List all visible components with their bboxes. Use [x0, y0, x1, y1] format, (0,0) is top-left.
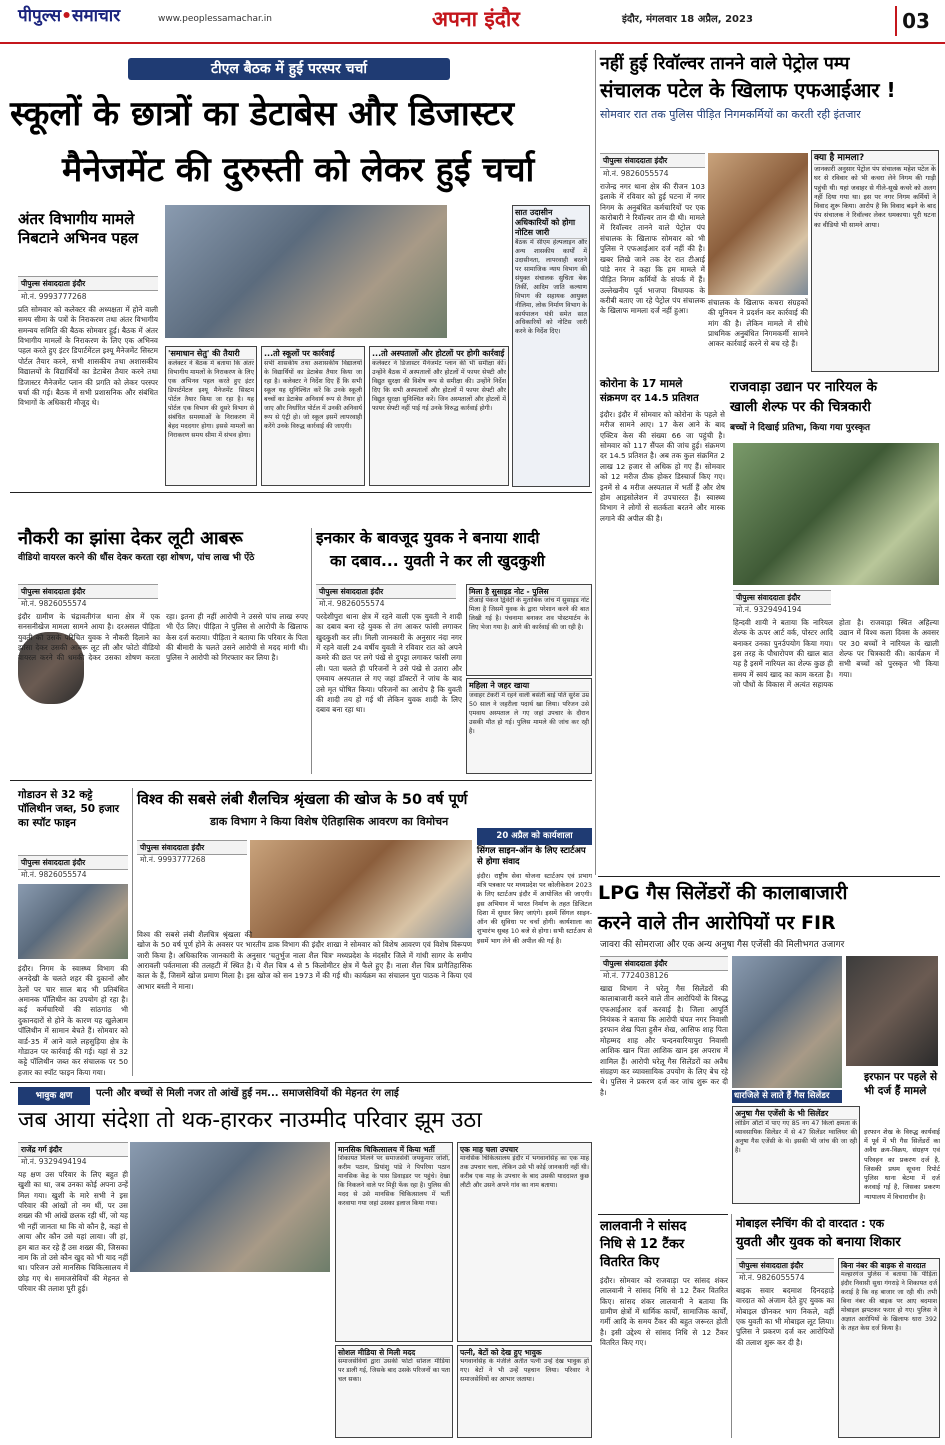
lalwani-headline-line2: निधि से 12 टैंकर: [600, 1237, 685, 1252]
revolver-caption: संचालक के खिलाफ कचरा संग्रहकों की यूनियन ने प्रदर्शन कर कार्रवाई की मांग की है। लेकिन मामले में सीधे प्राथमिक अनुबंधित निगमकर्मी सामने आकर कार्रवाई करने से बच रहे हैं।: [708, 298, 808, 349]
divider: [10, 1082, 592, 1083]
bhavuk-box3-body: समाजसेवियों द्वारा उसकी फोटो सोशल मीडिया पर डाली गई, जिसके बाद उसके परिजनों का पता चल सका।: [338, 1358, 450, 1384]
bhavuk-box1-body: शिकायत मिलने पर समाजसेवी जयकुमार जोशी, करीम पठान, प्रियांशु पांडे ने पिपरिया पठान मानसिक केंद्र के पास डिवाइडर पर पहुंचे। देखा कि निकलने वाले पर मिट्टी फेंक रहा है। पुलिस की मदद से उसे मानसिक चिकित्सालय में भर्ती करवाया गया जहां उसका इलाज किया गया।: [338, 1155, 450, 1208]
lpg-box: [732, 1106, 860, 1204]
shadi-box-poison: [466, 678, 592, 774]
dateline: इंदौर, मंगलवार 18 अप्रैल, 2023: [622, 14, 753, 25]
lead-side-box-body: बैठक में सीएम हेल्पलाइन और अन्य शासकीय कार्यों में उदासीनता, लापरवाही बरतने पर सामाजिक न्याय विभाग की संयुक्त संचालक सुचिता बेक तिर्की, आदिम जाति कल्याण विभाग की सहायक आयुक्त नीलिमा, लोक निर्माण विभाग के कार्यपालन यंत्री समेत सात अधिकारियों को नोटिस जारी करने के निर्देश दिए।: [515, 239, 587, 336]
lead-box-schools: [261, 346, 365, 486]
theft-box: [838, 1258, 940, 1438]
naukri-mobile: मो.नं. 9826055574: [21, 599, 87, 608]
revolver-photo: [708, 153, 808, 295]
lpg-photo-caption: धारजिले से लाते हैं गैस सिलेंडर: [732, 1090, 842, 1103]
shadi-box-suicide-note: [466, 584, 592, 676]
godown-photo: [18, 884, 128, 959]
godown-mobile: मो.नं. 9826055574: [21, 870, 87, 879]
revolver-deck: सोमवार रात तक पुलिस पीड़ित निगमकर्मियों का करती रही इंतजार: [600, 108, 861, 121]
bhavuk-deck: पत्नी और बच्चों से मिली नजर तो आंखें हुईं नम... समाजसेवियों की मेहनत रंग लाई: [96, 1088, 399, 1099]
theft-byline: पीपुल्स संवाददाता इंदौर: [736, 1258, 834, 1273]
revolver-box-body: जानकारी अनुसार पेट्रोल पंप संचालक महेश पटेल के घर से रविवार को भी कचरा लेने निगम की गाड़ी पहुंची थी। यहां जवाहर से गीले-सूखे कचरे को अलग नहीं दिया गया था। इस पर नगर निगम कर्मियों ने विवाद शुरू किया। आरोप है कि विवाद बढ़ने के बाद पंप संचालक ने रिवॉल्वर लेकर धमकाया। पूरी घटना का वीडियो भी सामने आया।: [814, 165, 936, 229]
godown-headline: गोडाउन से 32 कट्टे पॉलिथीन जब्त, 50 हजार का स्पॉट फाइन: [18, 789, 120, 829]
lead-headline-line1: स्कूलों के छात्रों का डेटाबेस और डिजास्टर: [10, 94, 514, 134]
corona-headline-line2: संक्रमण दर 14.5 प्रतिशत: [600, 393, 699, 404]
lead-side-box-notice: [512, 205, 590, 487]
lead-side-headline: अंतर विभागीय मामले निबटाने अभिनव पहल: [18, 210, 139, 247]
rajwada-body: हिन्दवी शायी ने बताया कि नारियल शेल्फ के ऊपर आर्ट वर्क, पोस्टर आदि बनाकर उनका पुनर्उपयोग किया गया। इस तरह के पौधारोपण की खाल बात यह है इसमें नारियल का शेल्फ कुछ ही समय में स्वयं खाद का काम करता है। जो पौधों के विकास में अत्यंत सहायक होता है। राजवाड़ा स्थित अहिल्या उद्यान में विश्व कला दिवस के अवसर पर 30 बच्चों ने नारियल के खाली शेल्फ पर चित्रकारी की। कार्यक्रम में सभी बच्चों को पुरस्कृत भी किया गया।: [733, 618, 939, 690]
lead-box1-body: कलेक्टर ने बैठक में बताया कि अंतर विभागीय मामलों के निराकरण के लिए एक अभिनव पहल करते हुए इंटर डिपार्टमेंटल इश्यू मैनेजमेंट सिस्टम पोर्टल तैयार किया जा रहा है। यह पोर्टल एक विभाग की दूसरे विभाग से संबंधित समस्याओं के निराकरण में बेहद मददगार होगा। इससे मामलों का निराकरण समय सीमा में संभव होगा।: [168, 360, 254, 439]
godown-byline: पीपुल्स संवाददाता इंदौर: [18, 855, 128, 870]
shadi-headline-line2: का दबाव... युवती ने कर ली खुदकुशी: [330, 552, 545, 570]
revolver-headline-line2: संचालक पटेल के खिलाफ एफआईआर !: [600, 78, 896, 102]
theft-headline-line2: युवती और युवक को बनाया शिकार: [736, 1235, 901, 1250]
lpg-headline-line1: LPG गैस सिलेंडरों की कालाबाजारी: [598, 882, 848, 904]
section-title: अपना इंदौर: [432, 7, 520, 31]
rajwada-photo: [733, 443, 939, 585]
paper-logo: पीपुल्स•समाचार: [18, 6, 121, 26]
lalwani-body: इंदौर। सोमवार को राजवाड़ा पर सांसद शंकर लालवानी ने सांसद निधि से 12 टैंकर वितरित किए। सांसद शंकर लालवानी ने बताया कि ग्रामीण क्षेत्रों में धार्मिक कार्यों, सामाजिक कार्यों, गर्मी आदि के समय टैंकर की बहुत जरूरत होती है। इसी उद्देश्य से सांसद निधि से 12 टैंकर वितरित किए गए।: [600, 1276, 728, 1348]
bhavuk-box4-body: भगवानसिंह के मंजीले अतीत पत्नी उन्हें देख भावुक हो गए। बेटों ने भी उन्हें पहचान लिया। परिवार ने समाजसेवियों का आभार जताया।: [460, 1358, 589, 1384]
lpg-side-body: इरफान शेख के विरुद्ध कार्यवाई में पूर्व में भी गैस सिलेंडरों का अवैध क्रय-विक्रय, संग्रहण एवं परिवहन का प्रकरण दर्ज है, जिसकी प्रथम सूचना रिपोर्ट पुलिस थाना बेटमा में दर्ज करवाई गई है, जिसका प्रकरण न्यायालय में विचाराधीन है।: [864, 1128, 940, 1201]
float-spacer: [252, 870, 472, 938]
divider: [598, 876, 940, 877]
lpg-side-title: इरफान पर पहले से भी दर्ज हैं मामले: [864, 1071, 938, 1097]
lead-box2-body: सभी शासकीय तथा अशासकीय विद्यालयों के विद्यार्थियों का डेटाबेस तैयार किया जा रहा है। कलेक्टर ने निर्देश दिए हैं कि सभी स्कूल यह सुनिश्चित करें कि उनके स्कूली बच्चों का डेटाबेस अनिवार्य रूप से तैयार हो जाए और निर्धारित पोर्टल में उनकी अनिवार्य रूप से एंट्री हो। जो स्कूल इसमें लापरवाही करेंगे उनके विरुद्ध कार्रवाई की जाएगी।: [264, 360, 362, 430]
lalwani-headline-line1: लालवानी ने सांसद: [600, 1219, 687, 1234]
shailchitra-byline: पीपुल्स संवाददाता इंदौर: [137, 840, 247, 855]
column-divider: [132, 788, 133, 1076]
page-number: 03: [895, 6, 935, 36]
lead-headline-line2: मैनेजमेंट की दुरुस्ती को लेकर हुई चर्चा: [62, 150, 535, 190]
shadi-box-title: मिला है सुसाइड नोट - पुलिस: [469, 587, 589, 597]
bhavuk-headline: जब आया संदेशा तो थक-हारकर नाउम्मीद परिवार झूम उठा: [18, 1108, 482, 1133]
bhavuk-tag: भावुक क्षण: [18, 1087, 90, 1105]
divider: [10, 780, 592, 781]
lpg-byline: पीपुल्स संवाददाता इंदौर: [600, 956, 728, 971]
masthead: [0, 0, 945, 44]
corona-headline-line1: कोरोना के 17 मामले: [600, 378, 683, 390]
shadi-mobile: मो.नं. 9826055574: [319, 599, 385, 608]
shailchitra-mobile: मो.नं. 9993777268: [140, 855, 206, 864]
revolver-byline: पीपुल्स संवाददाता इंदौर: [600, 153, 705, 168]
bhavuk-mobile: मो.नं. 9329494194: [21, 1157, 87, 1166]
lead-box2-title: ...तो स्कूलों पर कार्रवाई: [264, 349, 362, 360]
bhavuk-body: [18, 1170, 330, 1438]
naukri-deck: वीडियो वायरल करने की धौंस देकर करता रहा शोषण, पांच लाख भी ऐंठे: [18, 553, 255, 563]
rajwada-headline-line2: खाली शेल्फ पर की चित्रकारी: [730, 399, 871, 415]
bhavuk-box-treatment: [457, 1142, 592, 1342]
lpg-deck: जावरा की सोमराजा और एक अन्य अनुषा गैस एजेंसी की मिलीभगत उजागर: [600, 940, 845, 950]
lpg-mobile: मो.नं. 7724038126: [603, 971, 669, 980]
column-divider: [311, 528, 312, 774]
theft-headline-line1: मोबाइल स्नैचिंग की दो वारदात : एक: [736, 1217, 885, 1230]
lpg-box-title: अनुषा गैस एजेंसी के भी सिलेंडर: [735, 1109, 857, 1120]
shailchitra-body: [137, 870, 472, 1076]
float-spacer: [128, 1170, 330, 1274]
theft-box-body: मल्हारगंज पुलिस ने बताया कि पीड़िता इंदौर निवासी सुधा गंगराड़े ने शिकायत दर्ज कराई है कि वह बाजार जा रही थी। तभी बिना नंबर की बाइक पर आए बदमाश मोबाइल झपटकर फरार हो गए। पुलिस ने अज्ञात आरोपियों के खिलाफ धारा 392 के तहत केस दर्ज किया है।: [841, 1271, 937, 1332]
lead-meeting-photo: [165, 205, 447, 338]
divider: [10, 492, 592, 493]
shadi-box2-body: जवाहर टेकरी में रहने वाली बसंती बाई पति सुरेश उम्र 50 साल ने जहरीला पदार्थ खा लिया। परिजन उसे एमवाय अस्पताल ले गए जहां उपचार के दौरान उसकी मौत हो गई। पुलिस मामले की जांच कर रही है।: [469, 692, 589, 735]
column-divider: [731, 1214, 732, 1438]
karyashala-headline: सिंगल साइन-ऑन के लिए स्टार्टअप से होगा संवाद: [477, 846, 586, 867]
bhavuk-box2-title: एक माह चला उपचार: [460, 1145, 589, 1155]
lead-byline: पीपुल्स संवाददाता इंदौर: [18, 276, 158, 291]
bhavuk-box-hospital: [335, 1142, 453, 1342]
shailchitra-body-text: विश्व की सबसे लंबी शैलचित्र श्रृंखला की खोज के 50 वर्ष पूर्ण होने के अवसर पर भारतीय डाक विभाग की इंदौर शाखा ने सोमवार को विशेष आवरण एवं विशेष विरूपण जारी किया है। अधिकारिक जानकारी के अनुसार 'चतुर्भुज नाला शैल चित्र' मध्यप्रदेश के मंदसौर जिले में गांधी सागर के समीप आरावली पर्वतमाला की तलहटी में स्थित है। ये शैल चित्र 4 से 5 किलोमीटर क्षेत्र में फैले हुए हैं। नाला शैल चित्र प्रागैतिहासिक काल के हैं, जिसमें खोज प्रमाण मिला है। इस खोज को सन 1973 में की गई थी। कार्यक्रम का संचालन पुरा पाठक ने किया एवं आभार बस्ती ने माना।: [137, 930, 472, 991]
revolver-box-title: क्या है मामला?: [814, 153, 936, 165]
karyashala-body: इंदौर। राष्ट्रीय सेवा योजना स्टार्टअप एवं प्रभाग मंत्रि पत्रकार पर मध्यप्रदेश पर कोलीकेशन 2023 के लिए स्टार्टअप इंदौर में आयोजित की जाएगी। इस अभियान में भारत निर्माण के तहत डिजिटल दिशा में सुधार किए जाएंगे। इसमें सिंगल साइन-ऑन की सुविधा पर चर्चा होगी। कार्यशाला का शुभारंभ सुबह 10 बजे से होगा। सभी स्टार्टअप से इसमें भाग लेने की अपील की गई है।: [477, 872, 592, 945]
lpg-box-body: लोडिंग ऑटो में पाए गए 85 नग 47 किलो क्षमता के व्यावसायिक सिलेंडर में से 47 सिलेंडर ग्वालियर की अनुषा गैस एजेंसी के थे। इसकी भी जांच की जा रही है।: [735, 1120, 857, 1154]
column-divider: [595, 50, 596, 875]
bhavuk-box-family: [457, 1345, 592, 1438]
shadi-body: परदेशीपुरा थाना क्षेत्र में रहने वाली एक युवती ने शादी का दबाव बना रहे युवक से तंग आकर फांसी लगाकर खुदकुशी कर ली। मिली जानकारी के अनुसार नंदा नगर में रहने वाली 24 वर्षीय युवती ने रविवार रात को अपने कमरे की छत पर लगे पंखे से दुपट्टा लगाकर फांसी लगा ली। पता चलते ही परिजनों ने उसे पंखे से उतारा और एमवाय अस्पताल ले गए जहां डॉक्टरों ने जांच के बाद उसे मृत घोषित किया। परिजनों का आरोप है कि युवती की शादी तय हो गई थी लेकिन युवक शादी के लिए दबाव बना रहा था।: [316, 612, 462, 715]
lpg-photo-accused: [846, 956, 938, 1066]
naukri-body: इंदौर ग्रामीण के चंद्रावतीगंज थाना क्षेत्र में एक सनसनीखेज मामला सामने आया है। दरअसल पीड़िता युवती को उसके परिचित युवक ने नौकरी दिलाने का झांसा देकर उसकी आबरू लूट ली और फोटो वीडियो वायरल करने की धमकी देकर उसका शोषण करता रहा। इतना ही नहीं आरोपी ने उससे पांच लाख रुपए भी ऐंठ लिए। पीड़िता ने पुलिस से आरोपी के खिलाफ केस दर्ज कराया। पीड़िता ने बताया कि परिवार के पिता की बीमारी के चलते उसने आरोपी से मदद मांगी थी। पुलिस ने आरोपी को गिरफ्तार कर लिया है।: [18, 612, 308, 663]
revolver-box: [811, 150, 939, 372]
shadi-box-body: टीआई पंकज द्विवेदी के मुताबिक जांच में सुसाइड नोट मिला है जिसमें युवक के द्वारा परेशान करने की बात लिखी गई है। पंचनामा बनाकर शव पोस्टमार्टम के लिए भेजा गया है। आगे की कार्रवाई की जा रही है।: [469, 597, 589, 632]
godown-body: इंदौर। निगम के स्वास्थ्य विभाग की अनदेखी के चलते शहर की दुकानों और ठेलों पर चार साल बाद भी प्रतिबंधित अमानक पॉलिथीन का उपयोग हो रहा है। कई कर्मचारियों की सांठगांठ भी दुकानदारों से होने के कारण यह खुलेआम पॉलिथीन में सामान बेचते हैं। सोमवार को वार्ड-35 में आने वाले लहसुड़िया क्षेत्र के गोडाउन पर कार्रवाई की गई। यहां से 32 कट्टे पॉलिथीन जब्त कर संचालक पर 50 हजार का स्पॉट फाइन किया गया।: [18, 964, 128, 1076]
lead-body: प्रति सोमवार को कलेक्टर की अध्यक्षता में होने वाली समय सीमा के पत्रों के निराकरण तथा अंतर विभागीय समन्वय समिति की बैठक सोमवार हुई। बैठक में अंतर विभागीय मामलों के निराकरण के लिए एक अभिनव पहल करते हुए इंटर डिपार्टमेंटल इश्यू मैनेजमेंट सिस्टम पोर्टल तैयार करने, सभी शासकीय तथा अशासकीय विद्यालयों के विद्यार्थियों का डेटाबेस तैयार करने तथा डिजास्टर मैनेजमेंट प्लान की प्रगति को लेकर परस्पर चर्चा की गई। बैठक में सभी प्रशासनिक और संबंधित विभागों के अधिकारी मौजूद थे।: [18, 305, 158, 408]
lpg-headline-line2: करने वाले तीन आरोपियों पर FIR: [598, 912, 836, 934]
lead-box3-body: कलेक्टर ने डिजास्टर मैनेजमेंट प्लान की भी समीक्षा की। उन्होंने बैठक में अस्पतालों और होटलों में फायर सेफ्टी और विद्युत सुरक्षा की विशेष रूप से समीक्षा की। उन्होंने निर्देश दिए कि सभी अस्पतालों और होटलों में फायर सेफ्टी और विद्युत सुरक्षा सुनिश्चित करें। जिन अस्पतालों और होटलों में फायर सेफ्टी नहीं पाई गई उनके विरुद्ध कार्रवाई होगी।: [372, 360, 506, 412]
lead-box3-title: ...तो अस्पतालों और होटलों पर होगी कार्रवाई: [372, 349, 505, 358]
lpg-photo-truck: [732, 956, 842, 1088]
lead-box1-title: 'समाधान सेतु' की तैयारी: [168, 349, 254, 360]
lead-box-hospitals: [369, 346, 509, 486]
bhavuk-box-social: [335, 1345, 453, 1438]
revolver-body: राजेन्द्र नगर थाना क्षेत्र की रीजन 103 इलाके में रविवार को हुई घटना में नगर निगम के अनुबंधित कर्मचारियों पर एक कारोबारी ने रिवॉल्वर तान दी थी। मामले में रिवॉल्वर तानने वाले पेट्रोल पंप संचालक के खिलाफ सोमवार को भी पुलिस ने एफआईआर दर्ज नहीं की है। खबर लिखे जाने तक देर रात टीआई पांडे नगर ने कहा कि हम मामले में पीड़ित निगम कर्मियों के संपर्क में हैं। उल्लेखनीय पूर्व भाजपा विधायक के करीबी बताए जा रहे पेट्रोल पंप संचालक के खिलाफ मामला दर्ज नहीं हुआ।: [600, 182, 705, 316]
naukri-headline: नौकरी का झांसा देकर लूटी आबरू: [18, 528, 243, 549]
revolver-mobile: मो.नं. 9826055574: [603, 169, 669, 178]
bhavuk-byline: राजेंद्र गर्ग इंदौर: [18, 1142, 128, 1157]
naukri-byline: पीपुल्स संवाददाता इंदौर: [18, 584, 158, 599]
shadi-headline-line1: इनकार के बावजूद युवक ने बनाया शादी: [316, 529, 540, 547]
shadi-box2-title: महिला ने जहर खाया: [469, 681, 589, 692]
theft-body: बाइक सवार बदमाश दिनदहाड़े वारदात को अंजाम देते हुए युवक का मोबाइल छीनकर भाग निकले, वहीं एक युवती का भी मोबाइल लूट लिया। पुलिस ने प्रकरण दर्ज कर आरोपियों की तलाश शुरू कर दी है।: [736, 1286, 834, 1347]
karyashala-tag: 20 अप्रैल को कार्यशाला: [477, 828, 592, 845]
float-spacer: [137, 870, 247, 930]
shailchitra-deck: डाक विभाग ने किया विशेष ऐतिहासिक आवरण का विमोचन: [210, 815, 449, 828]
shadi-byline: पीपुल्स संवाददाता इंदौर: [316, 584, 456, 599]
bhavuk-box1-title: मानसिक चिकित्सालय में किया भर्ती: [338, 1145, 450, 1155]
lalwani-headline-line3: वितरित किए: [600, 1255, 660, 1270]
rajwada-deck: बच्चों ने दिखाई प्रतिभा, किया गया पुरस्कृत: [730, 423, 871, 433]
bhavuk-box4-title: पत्नी, बेटों को देख हुए भावुक: [460, 1348, 589, 1358]
theft-box-title: बिना नंबर की बाइक से वारदात: [841, 1261, 937, 1271]
corona-body: इंदौर। इंदौर में सोमवार को कोरोना के पहले से मरीज सामने आए। 17 केस आने के बाद एक्टिव केस की संख्या 66 जा पहुंची है। सोमवार को 117 सैंपल की जांच हुई। संक्रमण दर 14.5 प्रतिशत है। अब तक कुल संक्रमित 2 लाख 12 हजार से अधिक हो गए हैं। सोमवार को 12 मरीज ठीक होकर डिस्चार्ज किए गए। इनमें से 4 मरीज अस्पताल में भर्ती हैं और शेष होम आइसोलेशन में उपचाररत हैं। स्वास्थ्य विभाग ने लोगों से सतर्कता बरतने और मास्क लगाने की अपील की है।: [600, 410, 725, 523]
shailchitra-headline: विश्व की सबसे लंबी शैलचित्र श्रृंखला की खोज के 50 वर्ष पूर्ण: [137, 792, 468, 808]
bhavuk-body-text: यह क्षण उस परिवार के लिए बहुत ही खुशी का था, जब उनका कोई अपना उन्हें मिल गया। खुशी के मारे सभी ने इस परिवार की आंखों तो नम थीं, पर उस शख्स की भी आंखें छलक रही थीं, जो यह भी नहीं जानता था कि वो कौन है, कहां से आया और कौन उसे यहां लाया। जी हां, हम बात कर रहे हैं उस शख्स की, जिसका नाम कि तो उसे कौन खुद को भी याद नहीं था। परिजन उसे मानसिक चिकित्सालय में छोड़ गए थे। समाजसेवियों की मेहनत से परिवार की तलाश पूरी हुई।: [18, 1170, 128, 1293]
website-url: www.peoplessamachar.in: [158, 14, 272, 24]
rajwada-headline-line1: राजवाड़ा उद्यान पर नारियल के: [730, 379, 877, 395]
bhavuk-box3-title: सोशल मीडिया से मिली मदद: [338, 1348, 450, 1358]
lead-mobile: मो.नं. 9993777268: [21, 292, 87, 301]
lead-side-box-title: सात उदासीन अधिकारियों को होगा नोटिस जारी: [515, 208, 587, 239]
lead-box-samadhan: [165, 346, 257, 486]
lead-kicker: टीएल बैठक में हुई परस्पर चर्चा: [128, 58, 450, 80]
theft-mobile: मो.नं. 9826055574: [739, 1273, 805, 1282]
rajwada-mobile: मो.नं. 9329494194: [736, 605, 802, 614]
lpg-body: खाद्य विभाग ने घरेलू गैस सिलेंडरों की कालाबाजारी करने वाले तीन आरोपियों के विरुद्ध एफआईआर दर्ज करवाई है। जिला आपूर्ति नियंत्रक ने बताया कि आरोपी चंपत नगर निवासी इरफान शेख पिता हुसैन शेख, आसिफ शाह पिता मोहम्मद शाह और चन्दनवारियापुरा निवासी आशिक खान पिता आशिक खान इस अपराध में शामिल हैं। आरोपी घरेलू गैस सिलेंडरों का अवैध संग्रहण कर व्यावसायिक उपयोग के लिए बेच रहे थे। पुलिस ने प्रकरण दर्ज कर जांच शुरू कर दी है।: [600, 984, 728, 1097]
rajwada-byline: पीपुल्स संवाददाता इंदौर: [733, 590, 831, 605]
bhavuk-box2-body: मानसिक चिकित्सालय इंदौर में भगवानसिंह का एक माह तक उपचार चला, लेकिन उसे भी कोई जानकारी नहीं थी। करीब एक माह के उपचार के बाद उसकी याददाश्त कुछ लौटी और उसने अपने गांव का नाम बताया।: [460, 1155, 589, 1190]
revolver-headline-line1: नहीं हुई रिवॉल्वर तानने वाले पेट्रोल पम्प: [600, 54, 850, 74]
divider: [598, 1214, 728, 1215]
